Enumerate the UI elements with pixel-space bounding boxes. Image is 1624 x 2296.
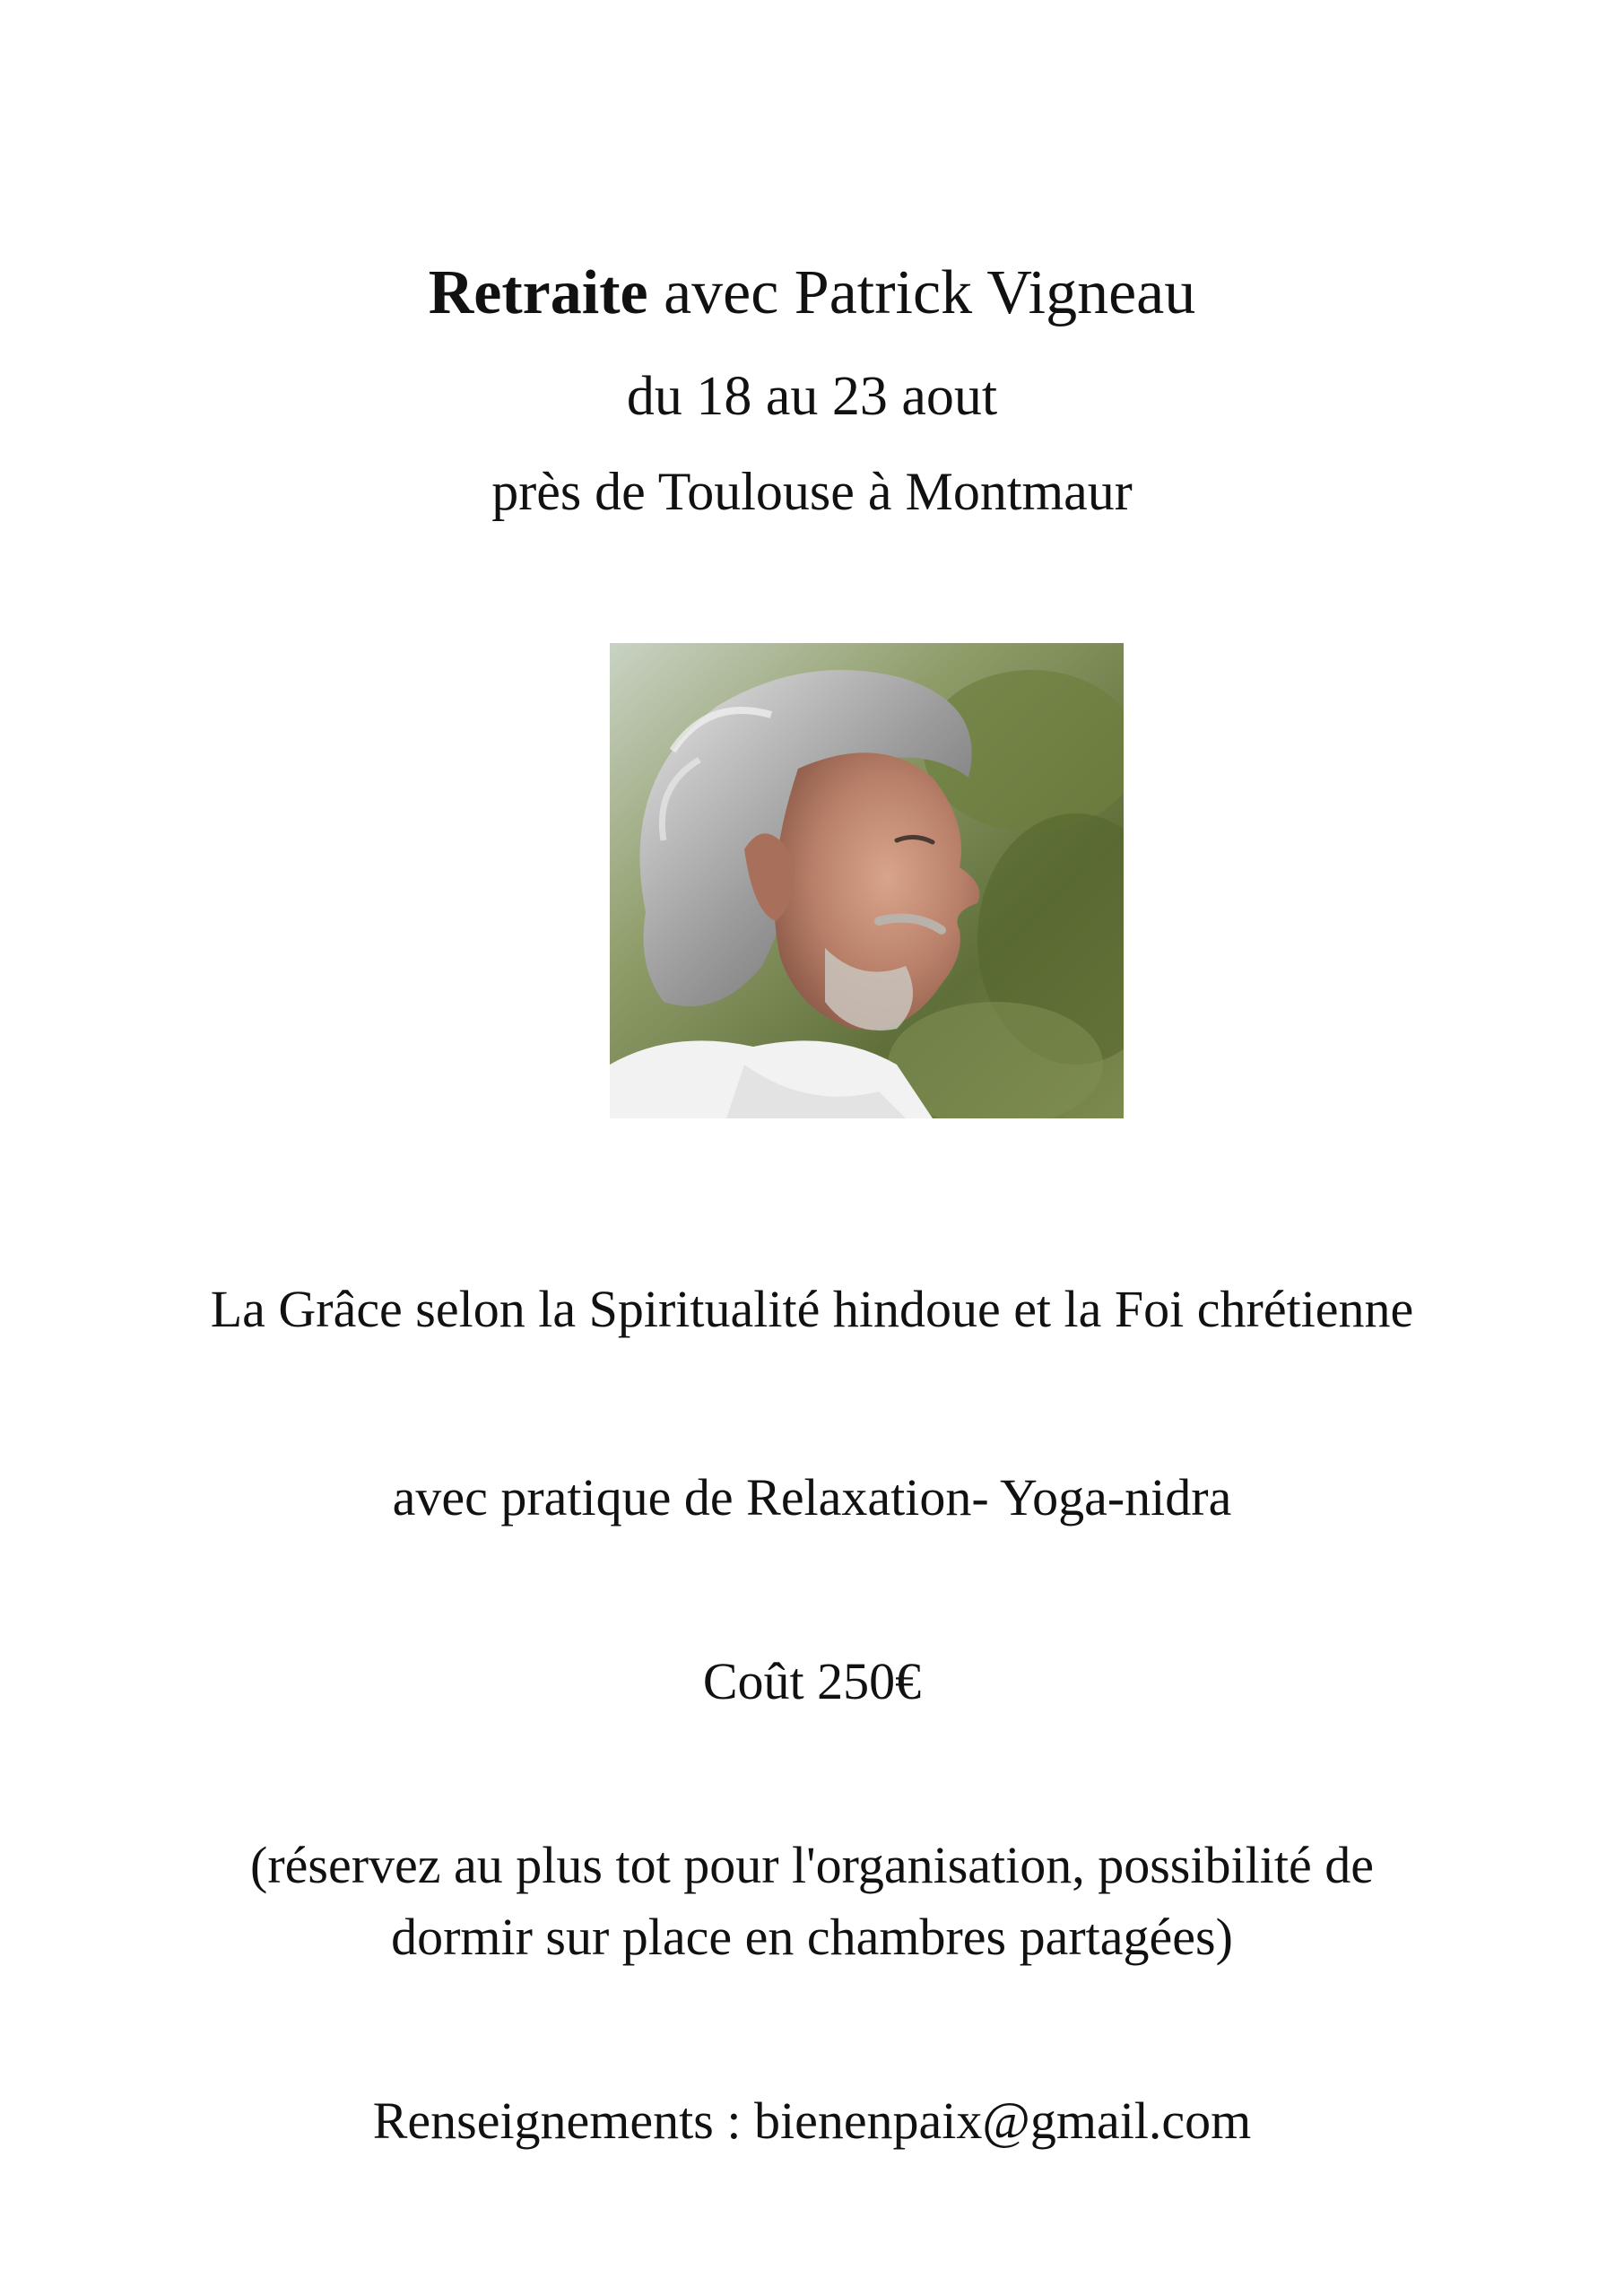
page-title: [0, 253, 1624, 334]
title-bold: Retraite: [428, 258, 648, 327]
speaker-photo: [610, 643, 1124, 1118]
title-rest: avec Patrick Vigneau: [647, 258, 1196, 327]
booking-note-line-2: dormir sur place en chambres partagées): [391, 1908, 1233, 1966]
price: Coût 250€: [702, 1652, 922, 1710]
booking-note-line-1: (réservez au plus tot pour l'organisation, possibilité de: [250, 1836, 1374, 1894]
retreat-theme: La Grâce selon la Spiritualité hindoue et la Foi chrétienne: [210, 1280, 1414, 1338]
event-location: près de Toulouse à Montmaur: [491, 462, 1133, 521]
practice-description: avec pratique de Relaxation- Yoga-nidra: [392, 1468, 1232, 1526]
contact-info: Renseignements : bienenpaix@gmail.com: [372, 2092, 1252, 2150]
event-dates: du 18 au 23 aout: [626, 366, 998, 427]
